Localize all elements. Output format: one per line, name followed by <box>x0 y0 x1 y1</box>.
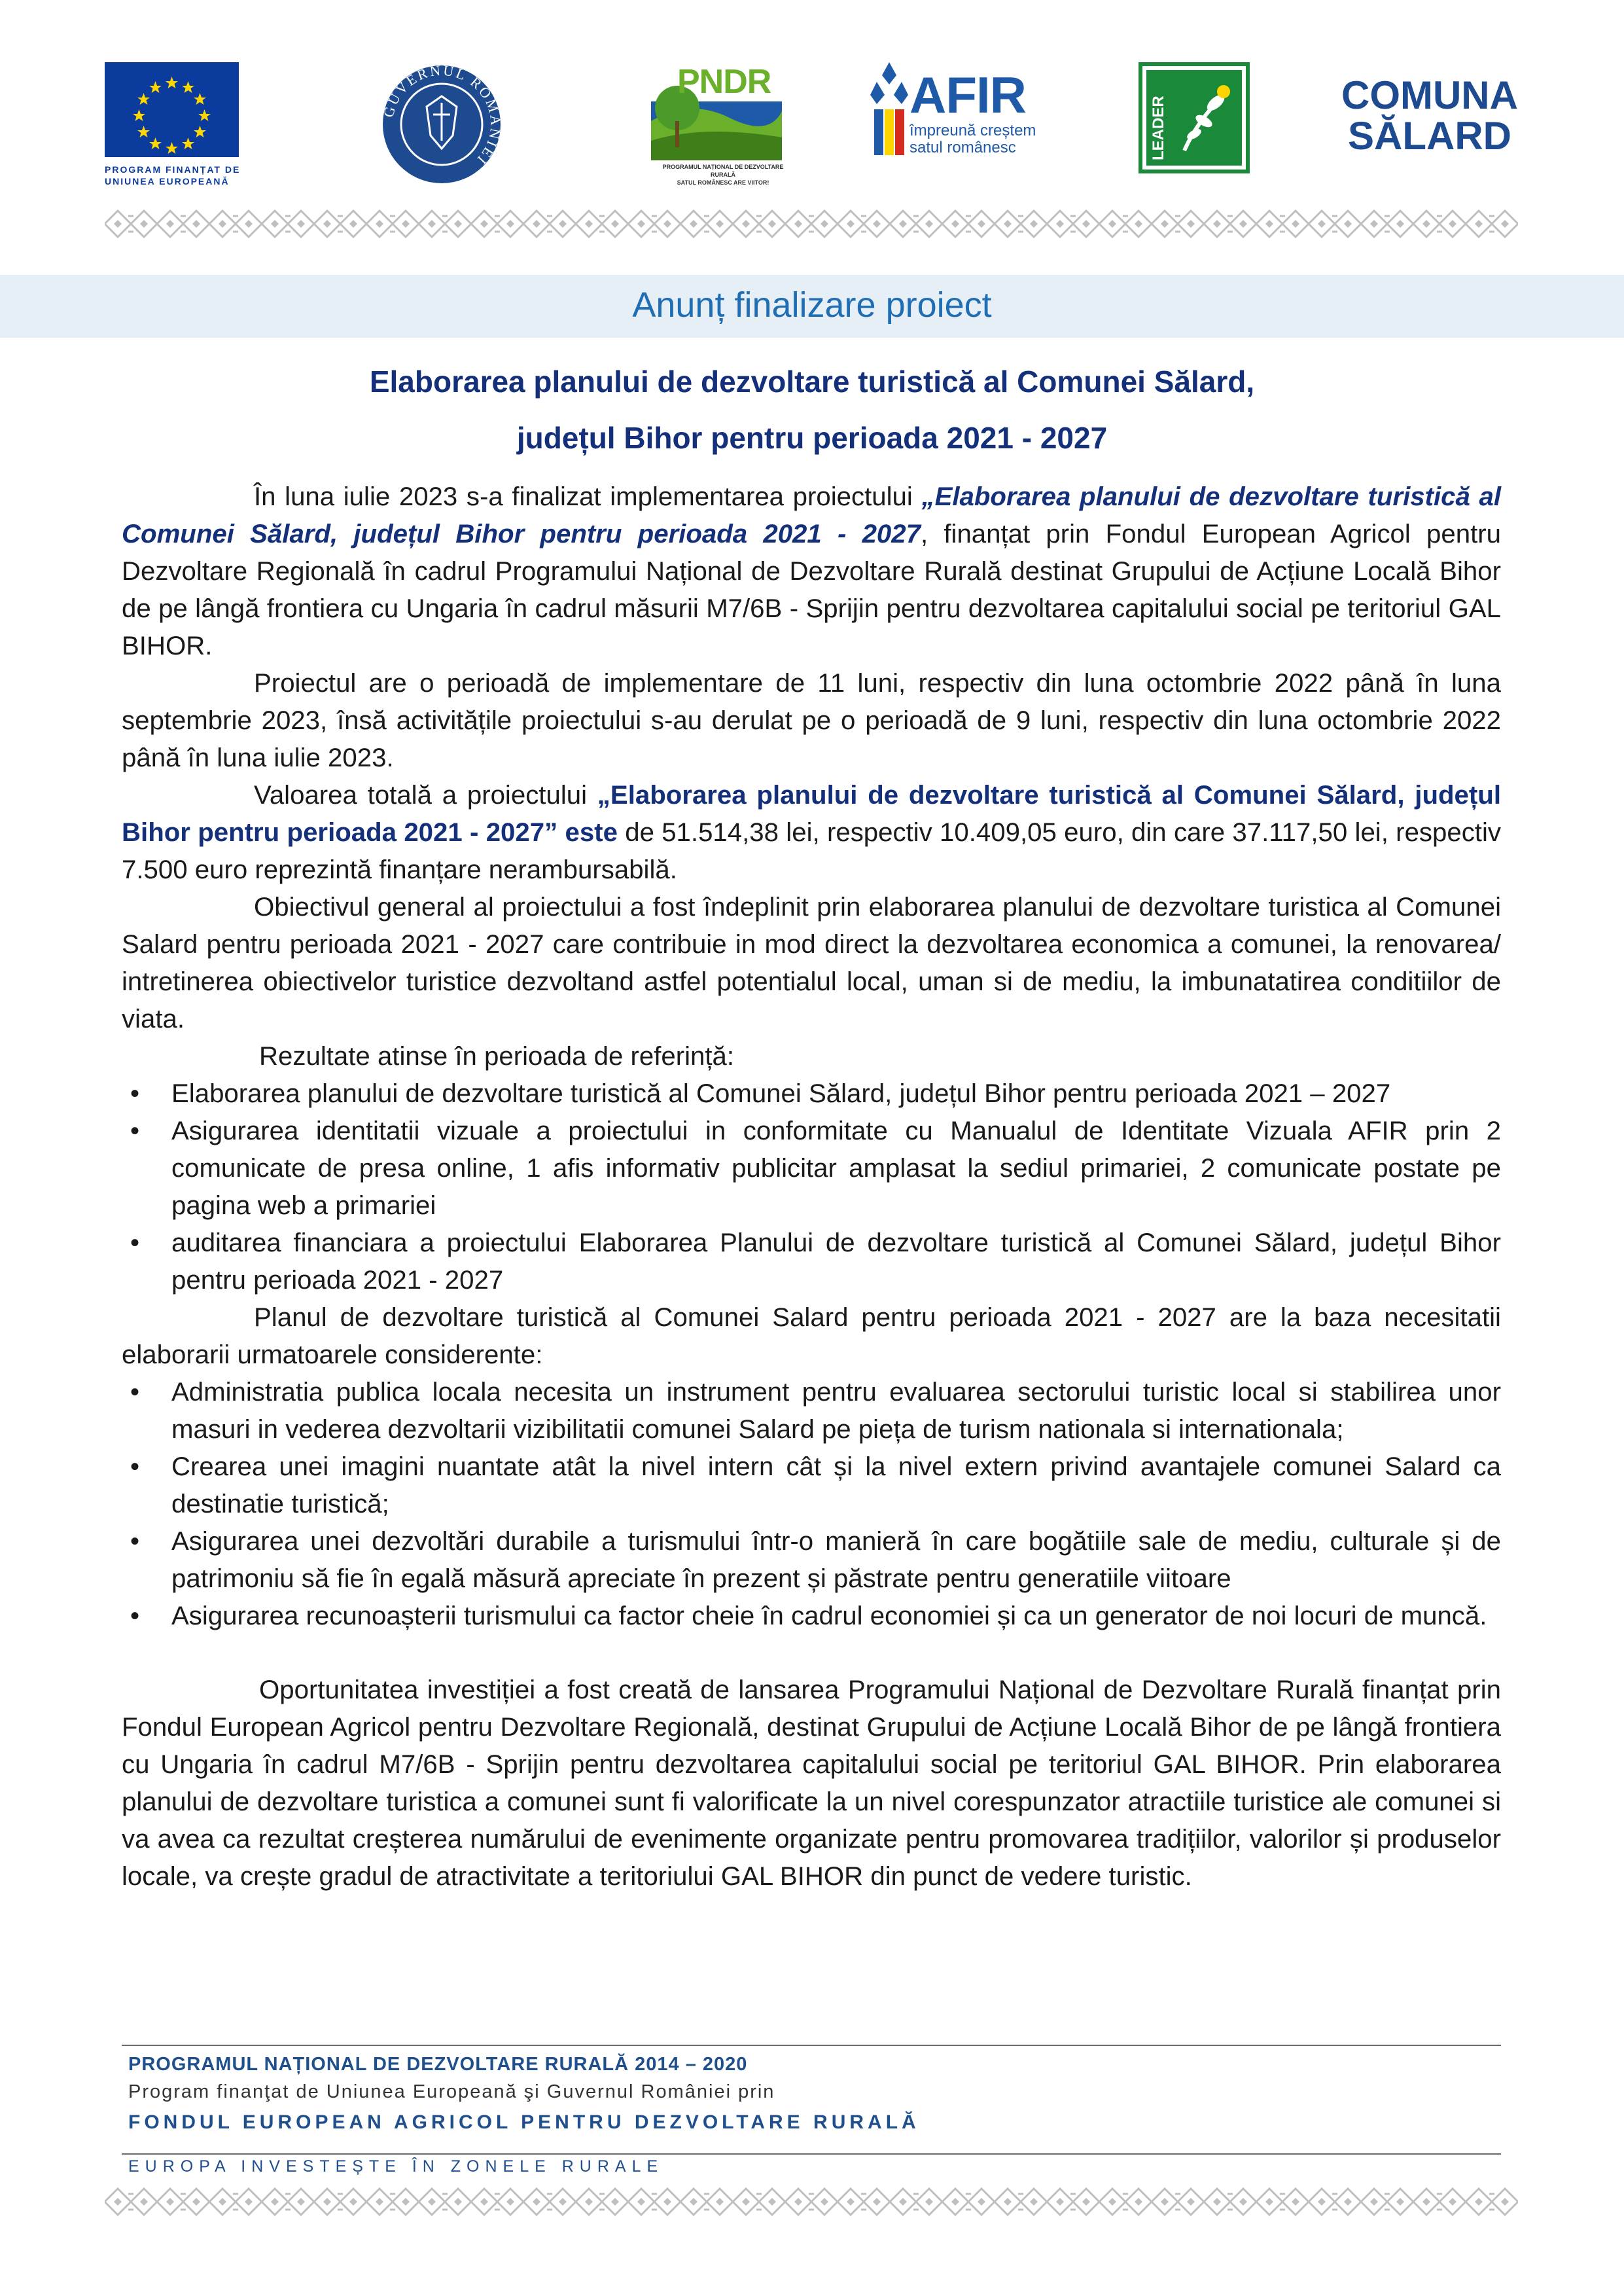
government-ring-text: GUVERNUL ROMÂNIEI <box>380 62 504 170</box>
p3-text-a: Valoarea totală a proiectului <box>254 780 597 810</box>
list-item <box>122 1597 1501 1634</box>
footer-fund-name: FONDUL EUROPEAN AGRICOL PENTRU DEZVOLTARE RURALĂ <box>128 2111 920 2133</box>
list-item <box>122 1112 1501 1224</box>
bullet-icon: • <box>130 1228 140 1257</box>
footer-funding-line: Program finanţat de Uniunea Europeană şi Guvernul României prin <box>128 2081 775 2102</box>
result-text: Elaborarea planului de dezvoltare turistică al Comunei Sălard, județul Bihor pentru perioada 2021 – 2027 <box>171 1079 1391 1108</box>
bullet-icon: • <box>130 1116 140 1145</box>
ornament-band-bottom <box>105 2181 1518 2223</box>
eu-caption-line-1: PROGRAM FINANȚAT DE <box>105 164 241 175</box>
consideration-text: Asigurarea recunoașterii turismului ca factor cheie în cadrul economiei și ca un generator de noi locuri de muncă. <box>171 1601 1487 1630</box>
p1-project-name: „Elaborarea planului de dezvoltare turistică al Comunei Sălard, județul Bihor pentru perioada 2021 - 2027 <box>122 482 1501 548</box>
list-item <box>122 1224 1501 1299</box>
p1-text-a: În luna iulie 2023 s-a finalizat implementarea proiectului <box>254 482 922 511</box>
afir-slogan-line-2: satul românesc <box>909 139 1016 156</box>
footer-rule-top <box>122 2045 1501 2046</box>
eu-flag-icon <box>105 62 239 157</box>
paragraph-value <box>122 776 1501 888</box>
footer-rule-bottom <box>122 2153 1501 2155</box>
eu-caption-line-2: UNIUNEA EUROPEANĂ <box>105 176 230 187</box>
p1-text-c: , finanțat prin Fondul European Agricol pentru Dezvoltare Regională în cadrul Programului Național de Dezvoltare Rurală destinat Grupului de Acțiune Locală Bihor de pe lângă frontiera cu Ungaria în cadrul măsurii M7/6B - Sprijin pentru dezvoltarea capitalului social pe teritoriul GAL BIHOR. <box>122 519 1501 660</box>
leader-emblem <box>1139 62 1250 173</box>
project-title-line-2: județul Bihor pentru perioada 2021 - 2027 <box>516 421 1108 455</box>
government-logo <box>380 62 504 190</box>
bullet-icon: • <box>130 1601 140 1630</box>
afir-wordmark: AFIR <box>909 66 1026 124</box>
consideration-text: Asigurarea unei dezvoltări durabile a turismului într-o manieră în care bogătiile sale de mediu, culturale și de patrimoniu să fie în egală măsură apreciate în prezent și păstrate pentru generatiile viitoare <box>171 1526 1501 1593</box>
pndr-emblem <box>651 62 782 160</box>
list-item <box>122 1522 1501 1597</box>
comuna-line-1: COMUNA <box>1341 73 1518 117</box>
paragraph-period: Proiectul are o perioadă de implementare de 11 luni, respectiv din luna octombrie 2022 până în luna septembrie 2023, însă activitățile proiectului s-au derulat pe o perioadă de 9 luni, respectiv din luna octombrie 2022 până în luna iulie 2023. <box>122 668 1501 772</box>
eu-caption <box>105 164 242 187</box>
leader-wordmark: LEADER <box>1150 96 1167 160</box>
list-item <box>122 1448 1501 1522</box>
bullet-icon: • <box>130 1079 140 1108</box>
paragraph-implementation <box>122 478 1501 664</box>
project-title-line-1: Elaborarea planului de dezvoltare turistică al Comunei Sălard, <box>369 365 1255 399</box>
afir-slogan <box>909 122 1036 156</box>
pndr-caption <box>651 163 795 187</box>
paragraph-objective: Obiectivul general al proiectului a fost îndeplinit prin elaborarea planului de dezvoltare turistica al Comunei Salard pentru perioada 2021 - 2027 care contribuie in mod direct la dezvoltarea economica a comunei, la renovarea/ intretinerea obiectivelor turistice dezvoltand astfel potentialul local, uman si de mediu, la imbunatatirea conditiilor de viata. <box>122 892 1501 1033</box>
paragraph-opportunity: Oportunitatea investiției a fost creată de lansarea Programului Național de Dezvoltare Rurală finanțat prin Fondul European Agricol pentru Dezvoltare Regională, destinat Grupului de Acțiune Locală Bihor de pe lângă frontiera cu Ungaria în cadrul M7/6B - Sprijin pentru dezvoltarea capitalului social pe teritoriul GAL BIHOR. Prin elaborarea planului de dezvoltare turistica a comunei sunt fi valorificate la un nivel corespunzator atractiile turistice ale comunei si va avea ca rezultat creșterea numărului de evenimente organizate pentru promovarea tradițiilor, valorilor și produselor locale, va crește gradul de atractivitate a teritoriului GAL BIHOR din punct de vedere turistic. <box>122 1675 1501 1891</box>
bullet-icon: • <box>130 1377 140 1407</box>
result-text: Asigurarea identitatii vizuale a proiectului in conformitate cu Manualul de Identitate Vizuala AFIR prin 2 comunicate de presa online, 1 afis informativ publicitar amplasat la sediul primariei, 2 comunicate postate pe pagina web a primariei <box>171 1116 1501 1220</box>
leader-logo <box>1139 62 1256 173</box>
p3-text-c: de 51.514,38 lei, respectiv 10.409,05 euro, din care 37.117,50 lei, respectiv 7.500 euro reprezintă finanțare nerambursabilă. <box>122 817 1501 884</box>
pndr-caption-line-2: SATUL ROMÂNESC ARE VIITOR! <box>677 179 769 186</box>
government-seal-icon <box>380 62 504 187</box>
pndr-caption-line-1: PROGRAMUL NAȚIONAL DE DEZVOLTARE RURALĂ <box>662 164 784 178</box>
paragraph-spacer <box>122 1634 1501 1671</box>
result-text: auditarea financiara a proiectului Elaborarea Planului de dezvoltare turistică al Comunei Sălard, județul Bihor pentru perioada 2021 - 2027 <box>171 1228 1501 1295</box>
paragraph-plan-basis: Planul de dezvoltare turistică al Comunei Salard pentru perioada 2021 - 2027 are la baza necesitatii elaborarii urmatoarele considerente: <box>122 1302 1501 1369</box>
afir-slogan-line-1: împreună creștem <box>909 122 1036 139</box>
announcement-body <box>122 478 1501 1895</box>
p3-project-name: „Elaborarea planului de dezvoltare turistică al Comunei Sălard, județul Bihor pentru perioada 2021 - 2027” este <box>122 780 1501 847</box>
consideration-text: Crearea unei imagini nuantate atât la nivel intern cât și la nivel extern privind avantajele comunei Salard ca destinatie turistică; <box>171 1452 1501 1518</box>
logo-header <box>105 62 1518 187</box>
comuna-salard-logo <box>1335 75 1525 156</box>
results-list <box>122 1075 1501 1299</box>
announcement-title: Anunț finalizare proiect <box>632 285 992 325</box>
bullet-icon: • <box>130 1526 140 1556</box>
footer-motto: EUROPA INVESTEȘTE ÎN ZONELE RURALE <box>128 2157 664 2176</box>
eu-logo <box>105 62 242 187</box>
leader-plant-icon <box>1139 62 1250 173</box>
footer-program-name: PROGRAMUL NAȚIONAL DE DEZVOLTARE RURALĂ 2014 – 2020 <box>128 2054 748 2075</box>
comuna-line-2: SĂLARD <box>1348 114 1511 158</box>
pndr-logo <box>651 62 802 187</box>
ornament-band-top <box>105 203 1518 245</box>
considerations-list <box>122 1373 1501 1634</box>
list-item <box>122 1075 1501 1112</box>
consideration-text: Administratia publica locala necesita un instrument pentru evaluarea sectorului turistic local si stabilirea unor masuri in vederea dezvoltarii vizibilitatii comunei Salard pe pieța de turism nationala si internationala; <box>171 1377 1501 1444</box>
bullet-icon: • <box>130 1452 140 1481</box>
afir-tricolor-icon <box>870 62 908 167</box>
results-heading: Rezultate atinse în perioada de referință: <box>259 1041 735 1071</box>
list-item <box>122 1373 1501 1448</box>
pndr-wordmark: PNDR <box>677 63 771 101</box>
